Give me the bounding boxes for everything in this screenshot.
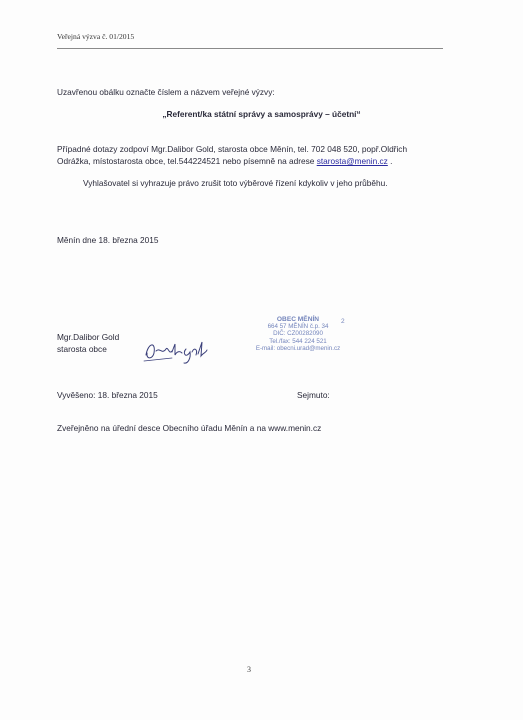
office-stamp [246,316,350,352]
signatory-name: Mgr.Dalibor Gold [57,332,120,342]
stamp-dic: DIČ: CZ00282090 [273,330,323,338]
posted-date: Vyvěšeno: 18. března 2015 [57,390,158,400]
publication-note: Zveřejněno na úřední desce Obecního úřadu Měnín a na www.menin.cz [57,423,322,433]
page-number: 3 [247,665,251,674]
contact-line-2-text: Odrážka, místostarosta obce, tel.544224521 nebo písemně na adrese [57,156,315,166]
position-title: „Referent/ka státní správy a samosprávy – účetní“ [162,109,361,119]
stamp-name: OBEC MĚNÍN [276,316,320,323]
handwritten-signature [142,333,212,365]
removed-date: Sejmuto: [297,390,330,400]
signatory-role: starosta obce [57,344,107,354]
contact-email-link[interactable]: starosta@menin.cz [316,156,388,166]
document-reference: Veřejná výzva č. 01/2015 [57,32,135,41]
header-divider [57,48,443,49]
place-and-date: Měnín dne 18. března 2015 [57,235,159,245]
contact-line-2-end: . [390,156,393,166]
stamp-email: E-mail: obecni.urad@menin.cz [255,344,341,352]
contact-line-2 [57,156,392,168]
stamp-address: 664 57 MĚNÍN č.p. 34 [267,323,329,331]
contact-line-1: Případné dotazy zodpoví Mgr.Dalibor Gold, starosta obce Měnín, tel. 702 048 520, popř.Oldřich [57,144,408,154]
reservation-text: Vyhlašovatel si vyhrazuje právo zrušit toto výběrové řízení kdykoliv v jeho průběhu. [83,178,388,188]
stamp-tel: Tel./fax: 544 224 521 [269,337,327,345]
envelope-instruction: Uzavřenou obálku označte číslem a názvem veřejné výzvy: [57,87,275,97]
stamp-number: 2 [341,318,345,325]
